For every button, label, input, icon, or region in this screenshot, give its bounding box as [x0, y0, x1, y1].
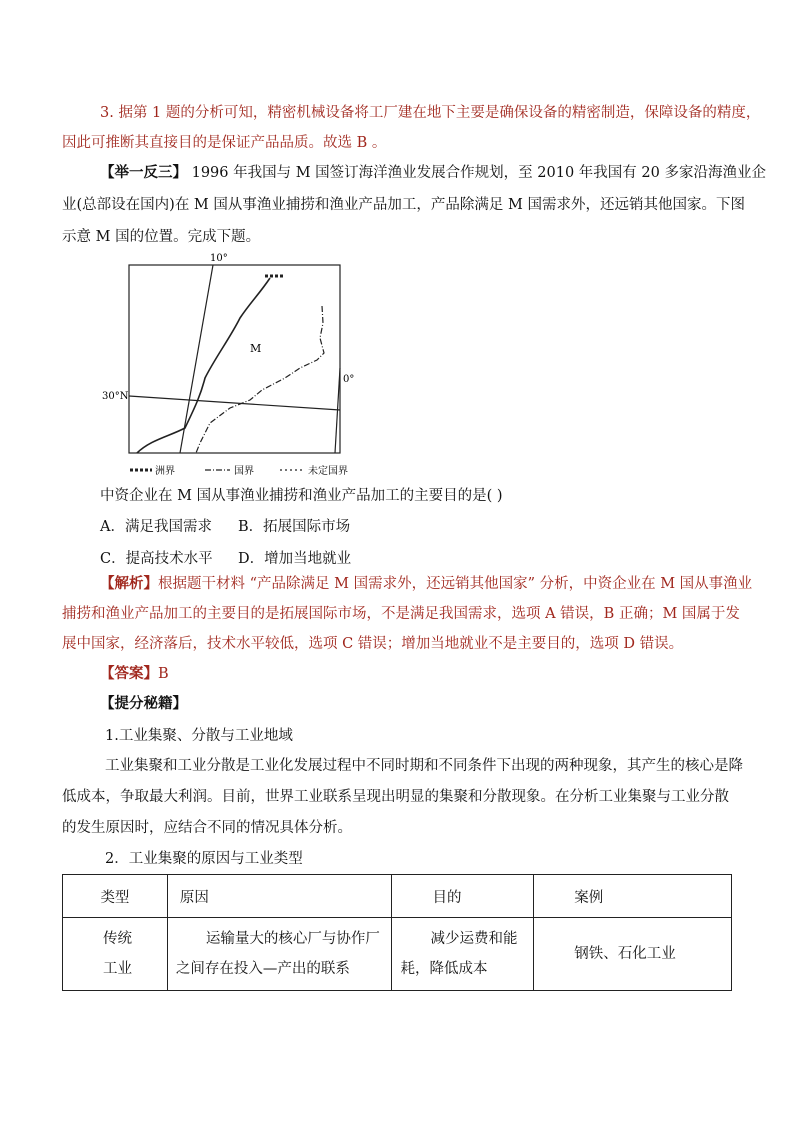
coastline: [137, 278, 270, 453]
answer3-line1: 3. 据第 1 题的分析可知，精密机械设备将工厂建在地下主要是确保设备的精密制造，保障设备的精度，: [100, 105, 761, 121]
tips-sub2: 2．工业集聚的原因与工业类型: [105, 851, 303, 867]
tips-title: 【提分秘籍】: [100, 695, 187, 712]
label-30n: 30°N: [102, 391, 129, 402]
question-stem: 中资企业在 M 国从事渔业捕捞和渔业产品加工的主要目的是( ): [100, 488, 503, 504]
answer-line: [100, 664, 169, 684]
example-text-1: 1996 年我国与 M 国签订海洋渔业发展合作规划，至 2010 年我国有 20 多家沿海渔业企: [191, 165, 766, 181]
analysis-line2: 捕捞和渔业产品加工的主要目的是拓展国际市场，不是满足我国需求，选项 A 错误，B 正确；M 国属于发: [62, 606, 740, 622]
analysis-line1: [100, 574, 752, 594]
answer-value: B: [158, 666, 169, 682]
label-country-m: M: [250, 342, 262, 355]
meridian-10: [180, 265, 213, 453]
answer3-line2: 因此可推断其直接目的是保证产品品质。故选 B 。: [62, 135, 387, 151]
analysis-text-1: 根据题干材料 “产品除满足 M 国需求外，还远销其他国家” 分析，中资企业在 M 国从事渔业: [158, 576, 753, 592]
tips-p1-line1: 工业集聚和工业分散是工业化发展过程中不同时期和不同条件下出现的两种现象，其产生的核心是降: [105, 758, 743, 774]
table-header-row: [63, 875, 732, 918]
map-figure: [100, 248, 360, 480]
option-a: A．满足我国需求: [100, 519, 212, 535]
option-d: D．增加当地就业: [238, 551, 352, 567]
example-tag: 【举一反三】: [100, 164, 187, 181]
answer-tag: 【答案】: [100, 665, 158, 682]
legend-national-label: 国界: [234, 466, 254, 477]
cell-reason-line1: 运输量大的核心厂与协作厂: [205, 931, 380, 947]
option-c: C．提高技术水平: [100, 551, 213, 567]
tips-sub1: 1.工业集聚、分散与工业地域: [105, 728, 293, 744]
national-boundary: [196, 306, 324, 453]
example-line3: 示意 M 国的位置。完成下题。: [62, 229, 261, 245]
label-10deg: 10°: [210, 253, 228, 264]
cell-purpose-line2: 耗，降低成本: [400, 961, 488, 977]
legend-undetermined-label: 未定国界: [308, 466, 348, 477]
header-purpose: 目的: [392, 875, 534, 918]
industry-table: [62, 874, 732, 991]
tips-p1-line2: 低成本，争取最大利润。目前，世界工业联系呈现出明显的集聚和分散现象。在分析工业集聚与工业分散: [62, 789, 729, 805]
cell-reason: [167, 918, 392, 991]
example-line1: [100, 163, 766, 183]
example-line2: 业(总部设在国内)在 M 国从事渔业捕捞和渔业产品加工，产品除满足 M 国需求外，还远销其他国家。下图: [62, 197, 745, 213]
header-type: 类型: [63, 875, 168, 918]
cell-type-line2: 工业: [103, 961, 132, 977]
option-b: B．拓展国际市场: [238, 519, 351, 535]
table-row: [63, 918, 732, 991]
analysis-tag: 【解析】: [100, 575, 158, 592]
parallel-30n: [129, 396, 340, 410]
cell-type: [63, 918, 168, 991]
header-case: 案例: [534, 875, 732, 918]
analysis-line3: 展中国家，经济落后，技术水平较低，选项 C 错误；增加当地就业不是主要目的，选项 D 错误。: [62, 636, 684, 652]
header-reason: 原因: [167, 875, 392, 918]
cell-purpose: [392, 918, 534, 991]
cell-purpose-line1: 减少运费和能: [430, 931, 518, 947]
tips-p1-line3: 的发生原因时，应结合不同的情况具体分析。: [62, 820, 352, 836]
cell-type-line1: 传统: [103, 931, 132, 947]
cell-case: 钢铁、石化工业: [534, 918, 732, 991]
cell-reason-line2: 之间存在投入—产出的联系: [175, 961, 350, 977]
legend-continent-label: 洲界: [155, 466, 175, 477]
label-0deg: 0°: [343, 374, 355, 385]
map-frame: [129, 265, 340, 453]
